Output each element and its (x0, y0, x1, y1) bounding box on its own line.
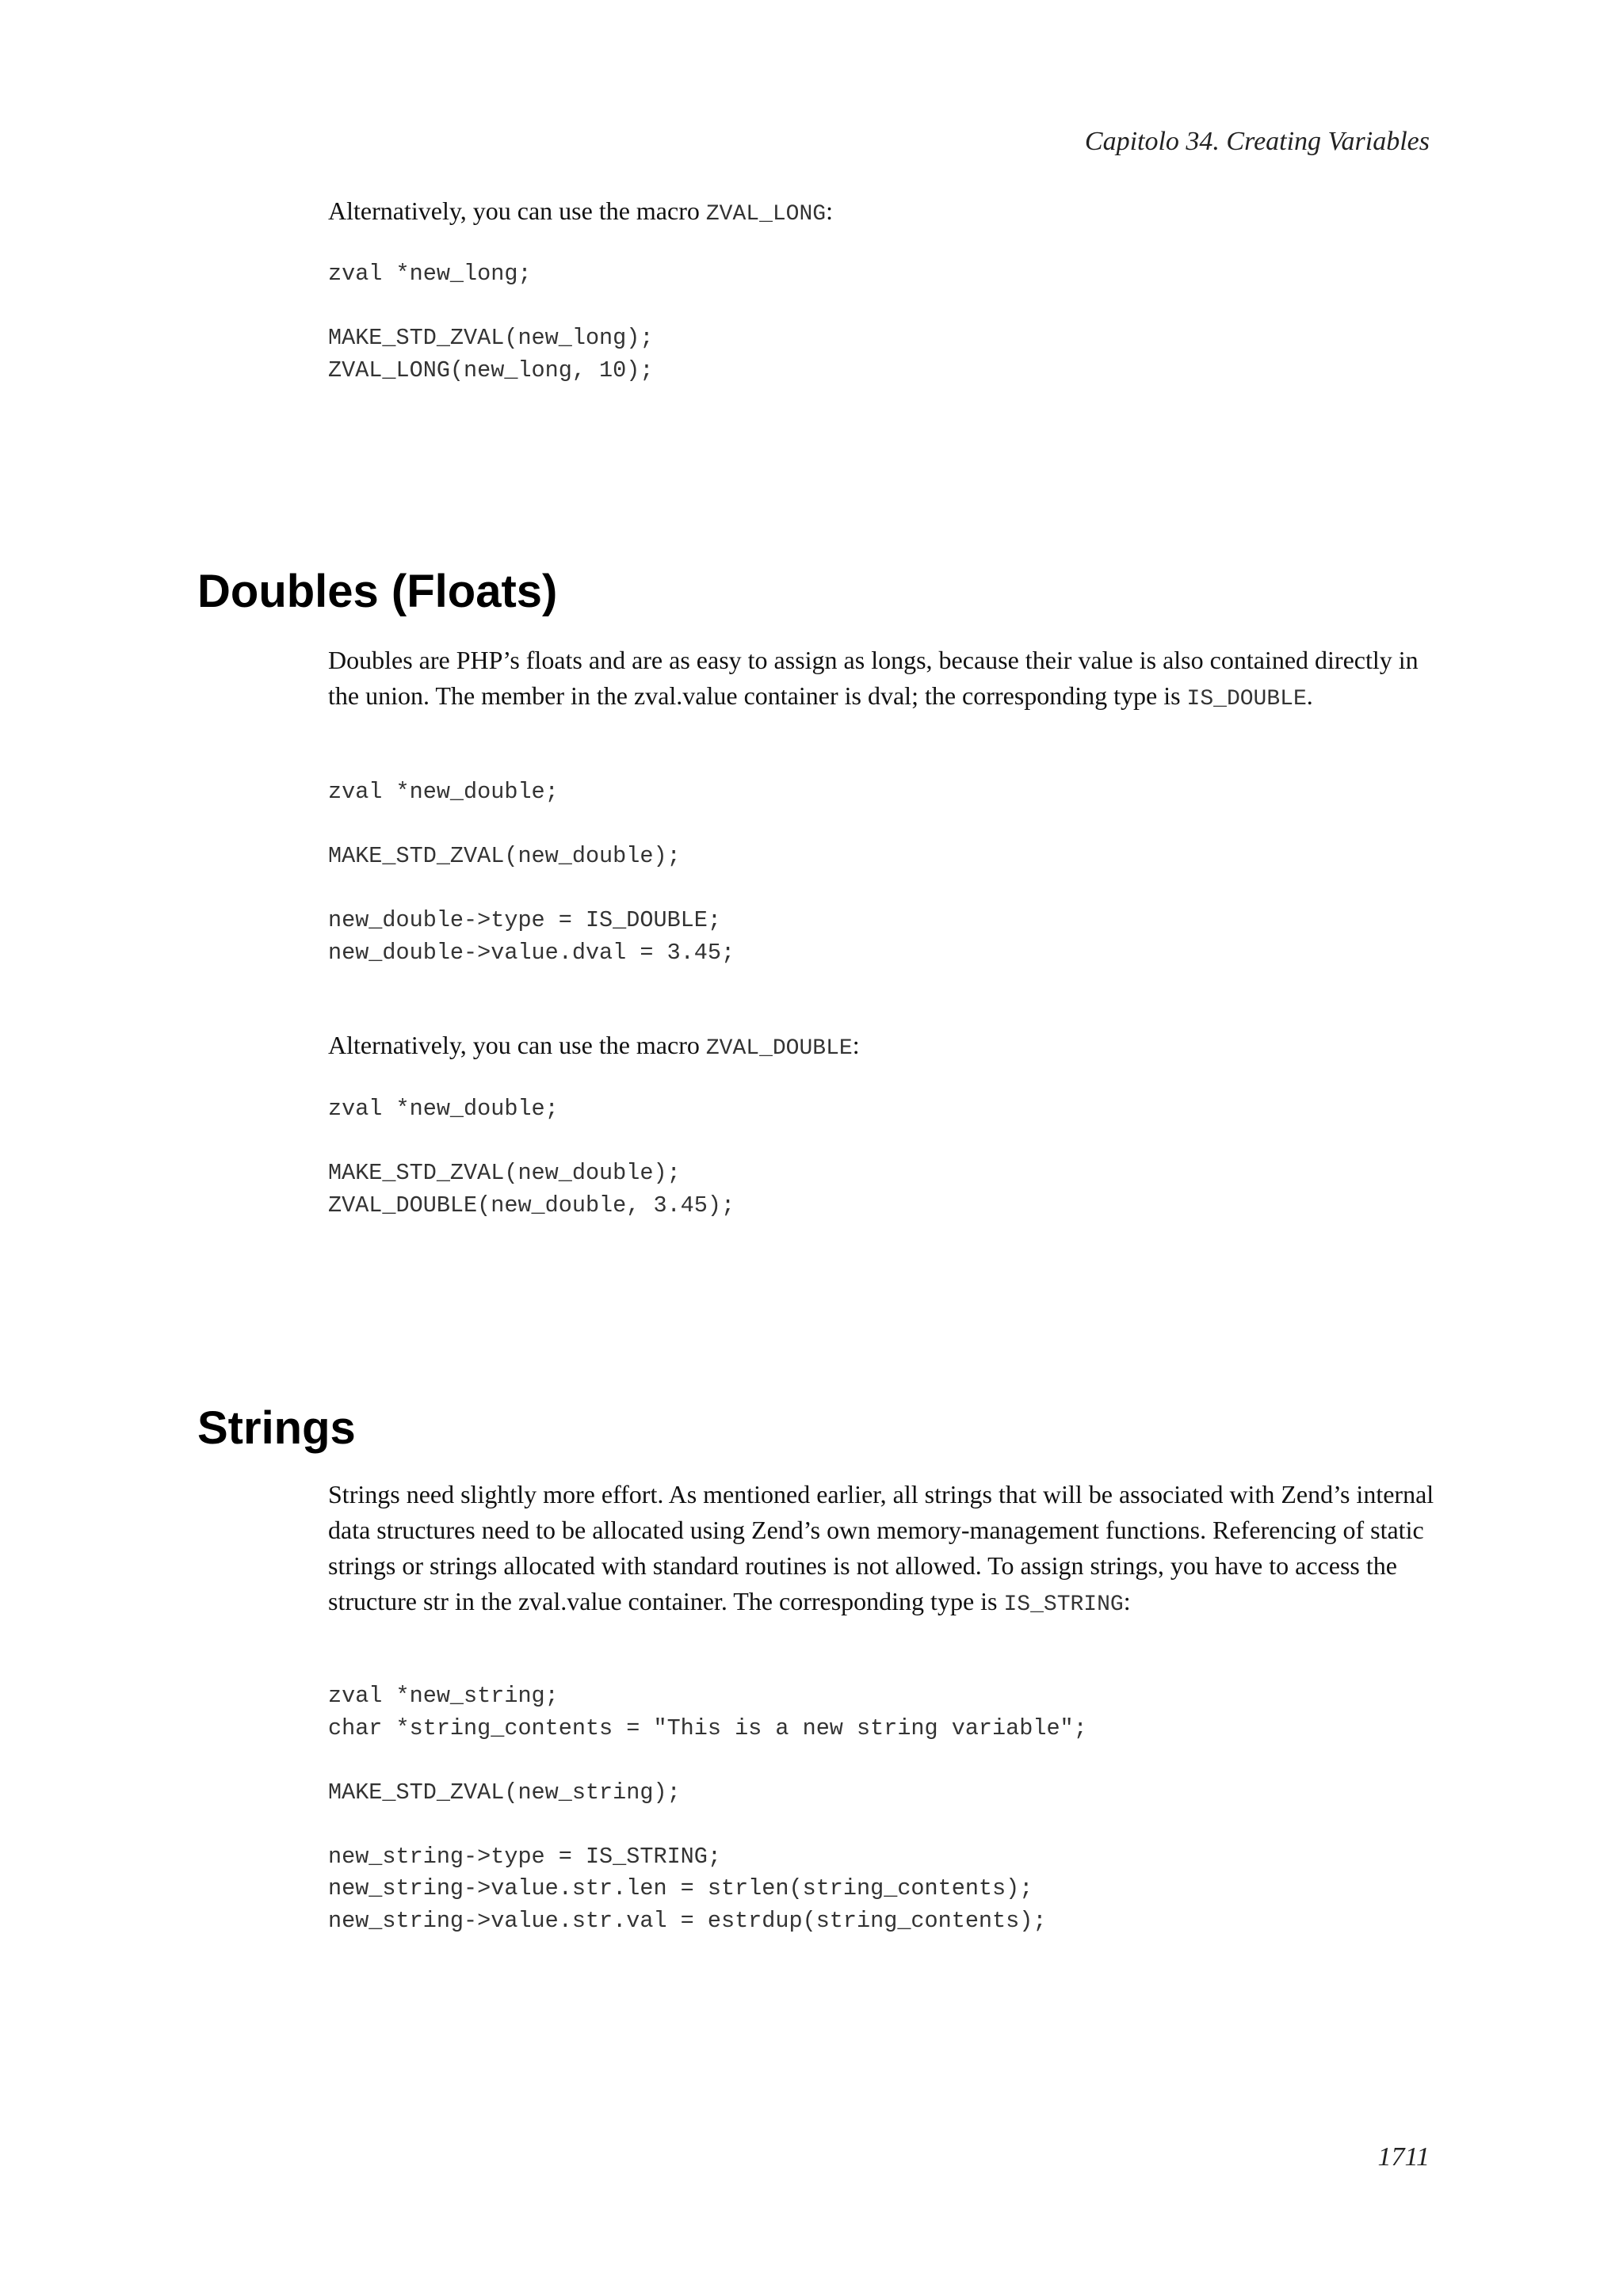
doubles-paragraph-text: Doubles are PHP’s floats and are as easy to assign as longs, because their value is also contained directly in the union. The member in the zval.value container is dval; the corresponding type is (328, 646, 1419, 710)
doubles-alt-text: Alternatively, you can use the macro (328, 1031, 706, 1059)
page-number: 1711 (1377, 2142, 1430, 2172)
strings-type-code: IS_STRING (1003, 1592, 1124, 1617)
doubles-alt-suffix: : (852, 1031, 860, 1059)
heading-strings: Strings (197, 1402, 356, 1454)
doubles-type-code: IS_DOUBLE (1186, 687, 1307, 711)
code-block-string-assign: zval *new_string; char *string_contents = "This is a new string variable"; MAKE_STD_ZVAL(new_string); new_string->type = IS_STRING; new_string->value.str.len = strlen(string_contents); new_string->value.str.val = estrdup(string_contents); (328, 1683, 1087, 1934)
intro-macro-code: ZVAL_LONG (705, 202, 827, 227)
doubles-paragraph (328, 643, 1438, 717)
doubles-alt-paragraph (328, 1028, 1438, 1066)
intro-paragraph (328, 193, 1438, 232)
running-header: Capitolo 34. Creating Variables (1084, 127, 1430, 156)
intro-paragraph-text: Alternatively, you can use the macro (328, 196, 706, 225)
doubles-paragraph-suffix: . (1306, 681, 1313, 710)
intro-paragraph-suffix: : (826, 196, 833, 225)
doubles-alt-macro-code: ZVAL_DOUBLE (705, 1036, 853, 1061)
code-block-zval-long: zval *new_long; MAKE_STD_ZVAL(new_long); ZVAL_LONG(new_long, 10); (328, 261, 654, 383)
strings-paragraph-suffix: : (1123, 1587, 1131, 1615)
strings-paragraph-text: Strings need slightly more effort. As mentioned earlier, all strings that will be associated with Zend’s internal data structures need to be allocated using Zend’s own memory-management functions. Referencing of static strings or strings allocated with standard routines is not allowed. To assign strings, you have to access the structure str in the zval.value container. The corresponding type is (328, 1480, 1434, 1615)
heading-doubles: Doubles (Floats) (197, 566, 558, 617)
code-block-zval-double: zval *new_double; MAKE_STD_ZVAL(new_double); ZVAL_DOUBLE(new_double, 3.45); (328, 1096, 735, 1219)
code-block-double-assign: zval *new_double; MAKE_STD_ZVAL(new_double); new_double->type = IS_DOUBLE; new_double->value.dval = 3.45; (328, 779, 735, 966)
strings-paragraph (328, 1477, 1438, 1623)
